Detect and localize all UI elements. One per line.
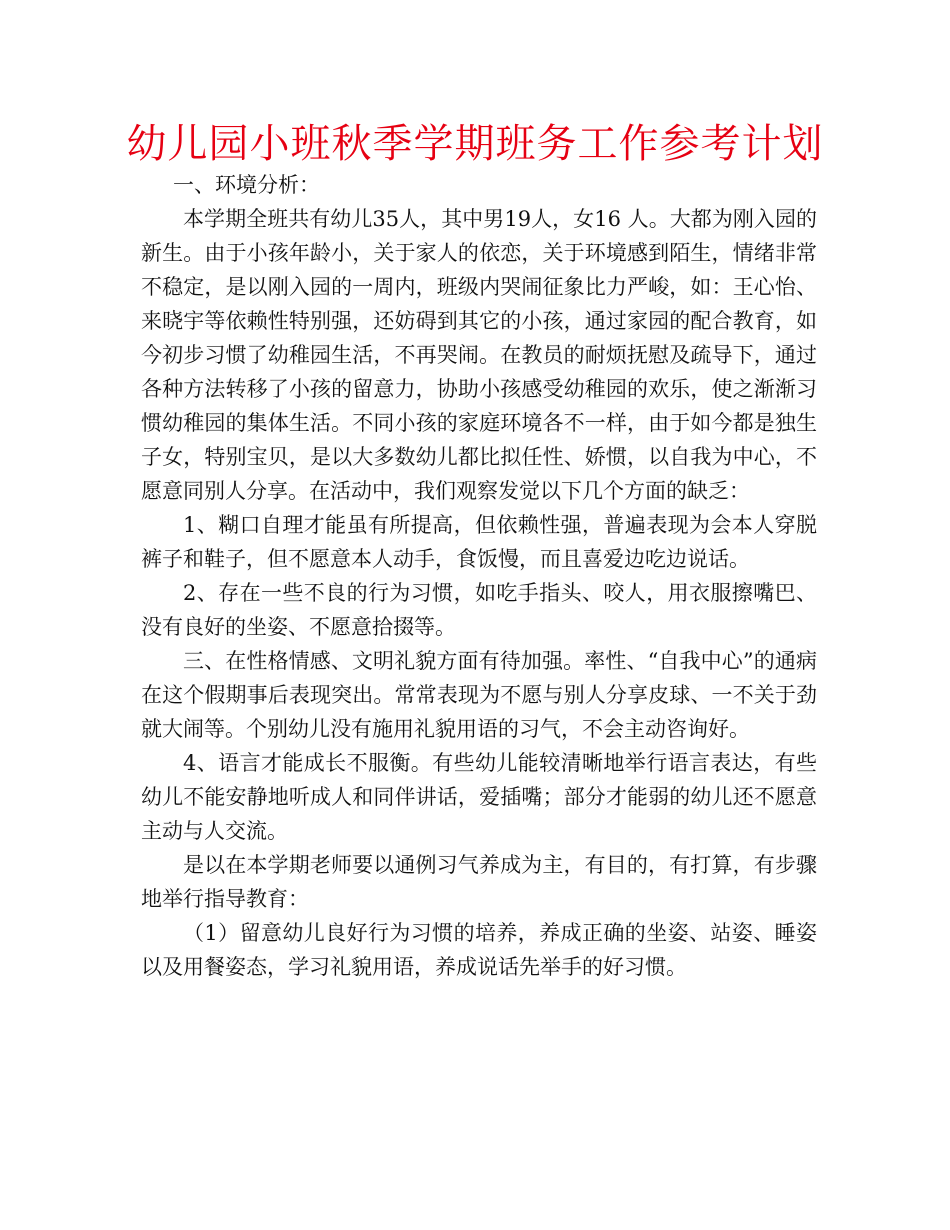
paragraph-item-1: 1、糊口自理才能虽有所提高，但依赖性强，普遍表现为会本人穿脱裤子和鞋子，但不愿意本人动手，食饭慢，而且喜爱边吃边说话。 [141, 513, 817, 571]
document-title: 幼儿园小班秋季学期班务工作参考计划 [126, 121, 824, 167]
paragraph-point-1: （1）留意幼儿良好行为习惯的培养，养成正确的坐姿、站姿、睡姿以及用餐姿态，学习礼貌用语，养成说话先举手的好习惯。 [141, 921, 817, 979]
paragraph-environment: 本学期全班共有幼儿35人，其中男19人，女16 人。大都为刚入园的新生。由于小孩年龄小，关于家人的依恋，关于环境感到陌生，情绪非常不稳定，是以刚入园的一周内，班级内哭闹征象比力严峻，如：王心怡、来晓宇等依赖性特别强，还妨碍到其它的小孩，通过家园的配合教育，如今初步习惯了幼稚园生活，不再哭闹。在教员的耐烦抚慰及疏导下，通过各种方法转移了小孩的留意力，协助小孩感受幼稚园的欢乐，使之渐渐习惯幼稚园的集体生活。不同小孩的家庭环境各不一样，由于如今都是独生子女，特别宝贝，是以大多数幼儿都比拟任性、娇惯，以自我为中心，不愿意同别人分享。在活动中，我们观察发觉以下几个方面的缺乏： [141, 207, 817, 503]
paragraph-item-3: 三、在性格情感、文明礼貌方面有待加强。率性、“自我中心”的通病在这个假期事后表现突出。常常表现为不愿与别人分享皮球、一不关于劲就大闹等。个别幼儿没有施用礼貌用语的习气，不会主动咨询好。 [141, 649, 817, 741]
paragraph-item-2: 2、存在一些不良的行为习惯，如吃手指头、咬人，用衣服擦嘴巴、没有良好的坐姿、不愿意拾掇等。 [141, 581, 817, 639]
paragraph-conclusion: 是以在本学期老师要以通例习气养成为主，有目的，有打算，有步骤地举行指导教育： [141, 853, 817, 911]
paragraph-item-4: 4、语言才能成长不服衡。有些幼儿能较清晰地举行语言表达，有些幼儿不能安静地听成人和同伴讲话，爱插嘴；部分才能弱的幼儿还不愿意主动与人交流。 [141, 751, 817, 843]
document-body [141, 168, 817, 984]
section-heading: 一、环境分析： [173, 173, 320, 197]
